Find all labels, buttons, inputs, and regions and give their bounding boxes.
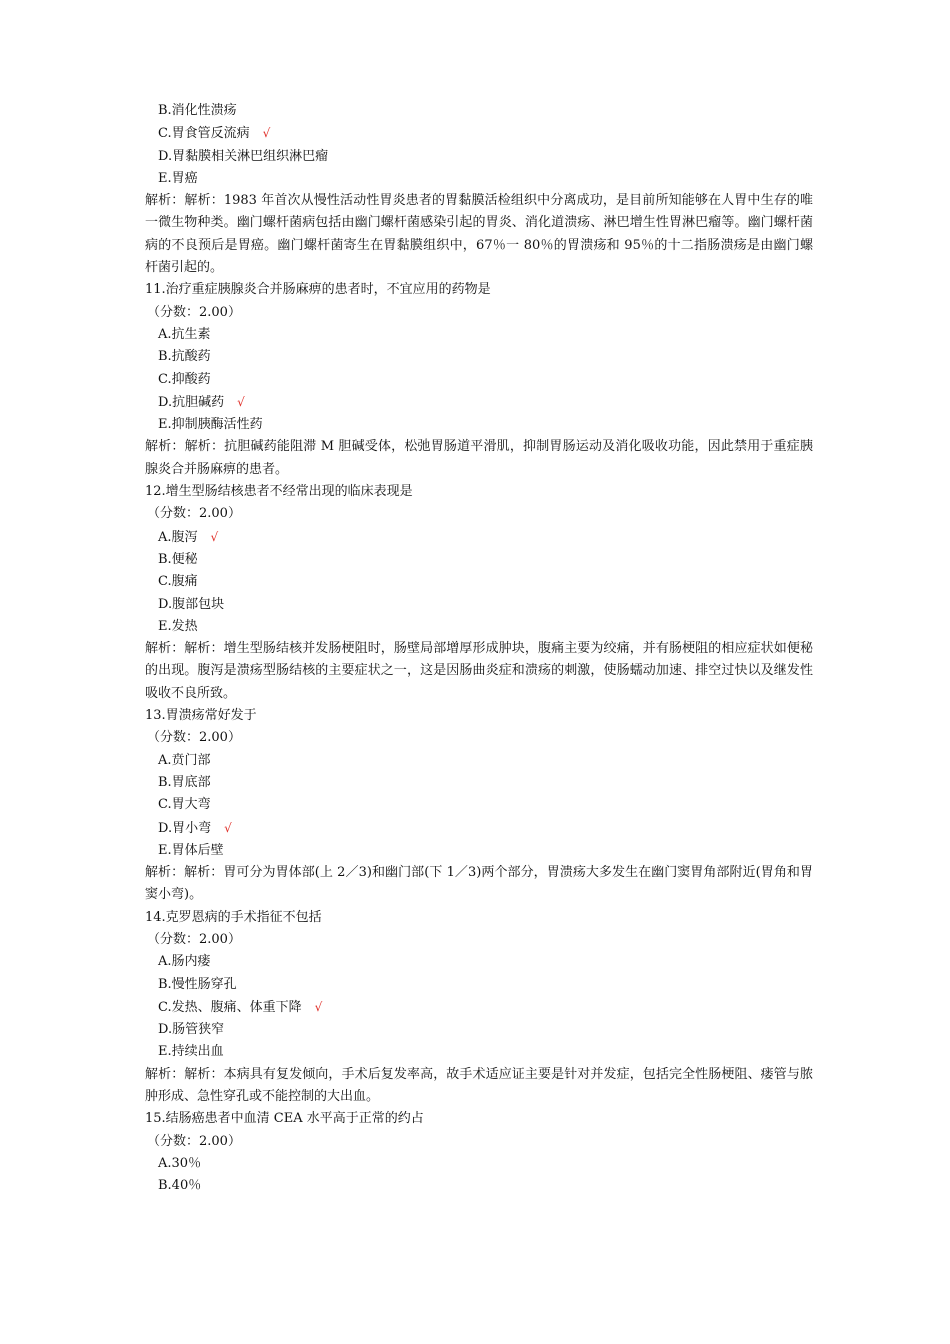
correct-mark-icon: √ (237, 394, 245, 409)
question-score: （分数：2.00） (147, 506, 241, 522)
question-title: 12.增生型肠结核患者不经常出现的临床表现是 (145, 484, 413, 500)
question-title: 13.胃溃疡常好发于 (145, 708, 257, 724)
question-title: 11.治疗重症胰腺炎合并肠麻痹的患者时，不宜应用的药物是 (145, 282, 491, 298)
analysis-14: 解析：解析：本病具有复发倾向，手术后复发率高，故手术适应证主要是针对并发症，包括完全性肠梗阻、瘘管与脓肿形成、急性穿孔或不能控制的大出血。 (145, 1066, 813, 1105)
option-12-d: D.腹部包块 (158, 596, 225, 612)
option-10-d: D.胃黏膜相关淋巴组织淋巴瘤 (158, 148, 329, 164)
question-15 (145, 1108, 813, 1197)
option-12-c: C.腹痛 (158, 574, 198, 590)
correct-mark-icon: √ (314, 999, 323, 1014)
option-11-e: E.抑制胰酶活性药 (158, 417, 263, 433)
question-10-tail (145, 100, 813, 279)
analysis-13: 解析：解析：胃可分为胃体部(上 2／3)和幽门部(下 1／3)两个部分，胃溃疡大多发生在幽门窦胃角部附近(胃角和胃窦小弯)。 (145, 865, 813, 903)
option-14-b: B.慢性肠穿孔 (158, 976, 237, 992)
option-11-a: A.抗生素 (158, 326, 211, 342)
option-10-b: B.消化性溃疡 (158, 103, 237, 118)
option-14-d: D.肠管狭窄 (158, 1022, 225, 1038)
question-score: （分数：2.00） (147, 304, 241, 320)
correct-mark-icon: √ (262, 126, 271, 141)
option-13-b: B.胃底部 (158, 774, 211, 790)
option-11-d: D.抗胆碱药 √ (158, 394, 245, 410)
document-page (145, 100, 813, 1198)
option-15-b: B.40％ (158, 1178, 202, 1194)
option-12-a: A.腹泻 √ (158, 529, 219, 545)
option-13-e: E.胃体后壁 (158, 842, 224, 858)
question-title: 15.结肠癌患者中血清 CEA 水平高于正常的约占 (145, 1111, 424, 1127)
question-13 (145, 705, 813, 907)
option-15-a: A.30％ (158, 1155, 202, 1171)
option-14-c: C.发热、腹痛、体重下降 √ (158, 999, 323, 1015)
question-score: （分数：2.00） (147, 931, 241, 947)
option-13-a: A.贲门部 (158, 752, 211, 768)
question-score: （分数：2.00） (147, 730, 241, 746)
analysis-12: 解析：解析：增生型肠结核并发肠梗阻时，肠壁局部增厚形成肿块，腹痛主要为绞痛，并有肠梗阻的相应症状如便秘的出现。腹泻是溃疡型肠结核的主要症状之一，这是因肠曲炎症和溃疡的刺激，使肠蠕动加速、排空过快以及继发性吸收不良所致。 (145, 641, 813, 701)
option-14-a: A.肠内瘘 (158, 954, 211, 970)
option-12-b: B.便秘 (158, 551, 198, 567)
option-10-e: E.胃癌 (158, 170, 198, 186)
analysis-10: 解析：解析：1983 年首次从慢性活动性胃炎患者的胃黏膜活检组织中分离成功，是目前所知能够在人胃中生存的唯一微生物种类。幽门螺杆菌病包括由幽门螺杆菌感染引起的胃炎、消化道溃疡、淋巴增生性胃淋巴瘤等。幽门螺杆菌病的不良预后是胃癌。幽门螺杆菌寄生在胃黏膜组织中，67％一 80％的胃溃疡和 95％的十二指肠溃疡是由幽门螺杆菌引起的。 (145, 193, 813, 276)
option-14-e: E.持续出血 (158, 1044, 224, 1060)
option-10-c: C.胃食管反流病 √ (158, 126, 271, 142)
correct-mark-icon: √ (224, 820, 232, 835)
correct-mark-icon: √ (210, 529, 219, 544)
question-11 (145, 279, 813, 481)
question-score: （分数：2.00） (147, 1133, 241, 1149)
question-12 (145, 481, 813, 705)
analysis-11: 解析：解析：抗胆碱药能阻滞 M 胆碱受体，松弛胃肠道平滑肌，抑制胃肠运动及消化吸收功能，因此禁用于重症胰腺炎合并肠麻痹的患者。 (145, 439, 813, 477)
question-14 (145, 907, 813, 1109)
option-11-c: C.抑酸药 (158, 371, 211, 387)
option-11-b: B.抗酸药 (158, 349, 211, 365)
question-title: 14.克罗恩病的手术指征不包括 (145, 909, 322, 925)
option-13-c: C.胃大弯 (158, 797, 211, 813)
option-13-d: D.胃小弯 √ (158, 820, 232, 836)
option-12-e: E.发热 (158, 618, 198, 634)
